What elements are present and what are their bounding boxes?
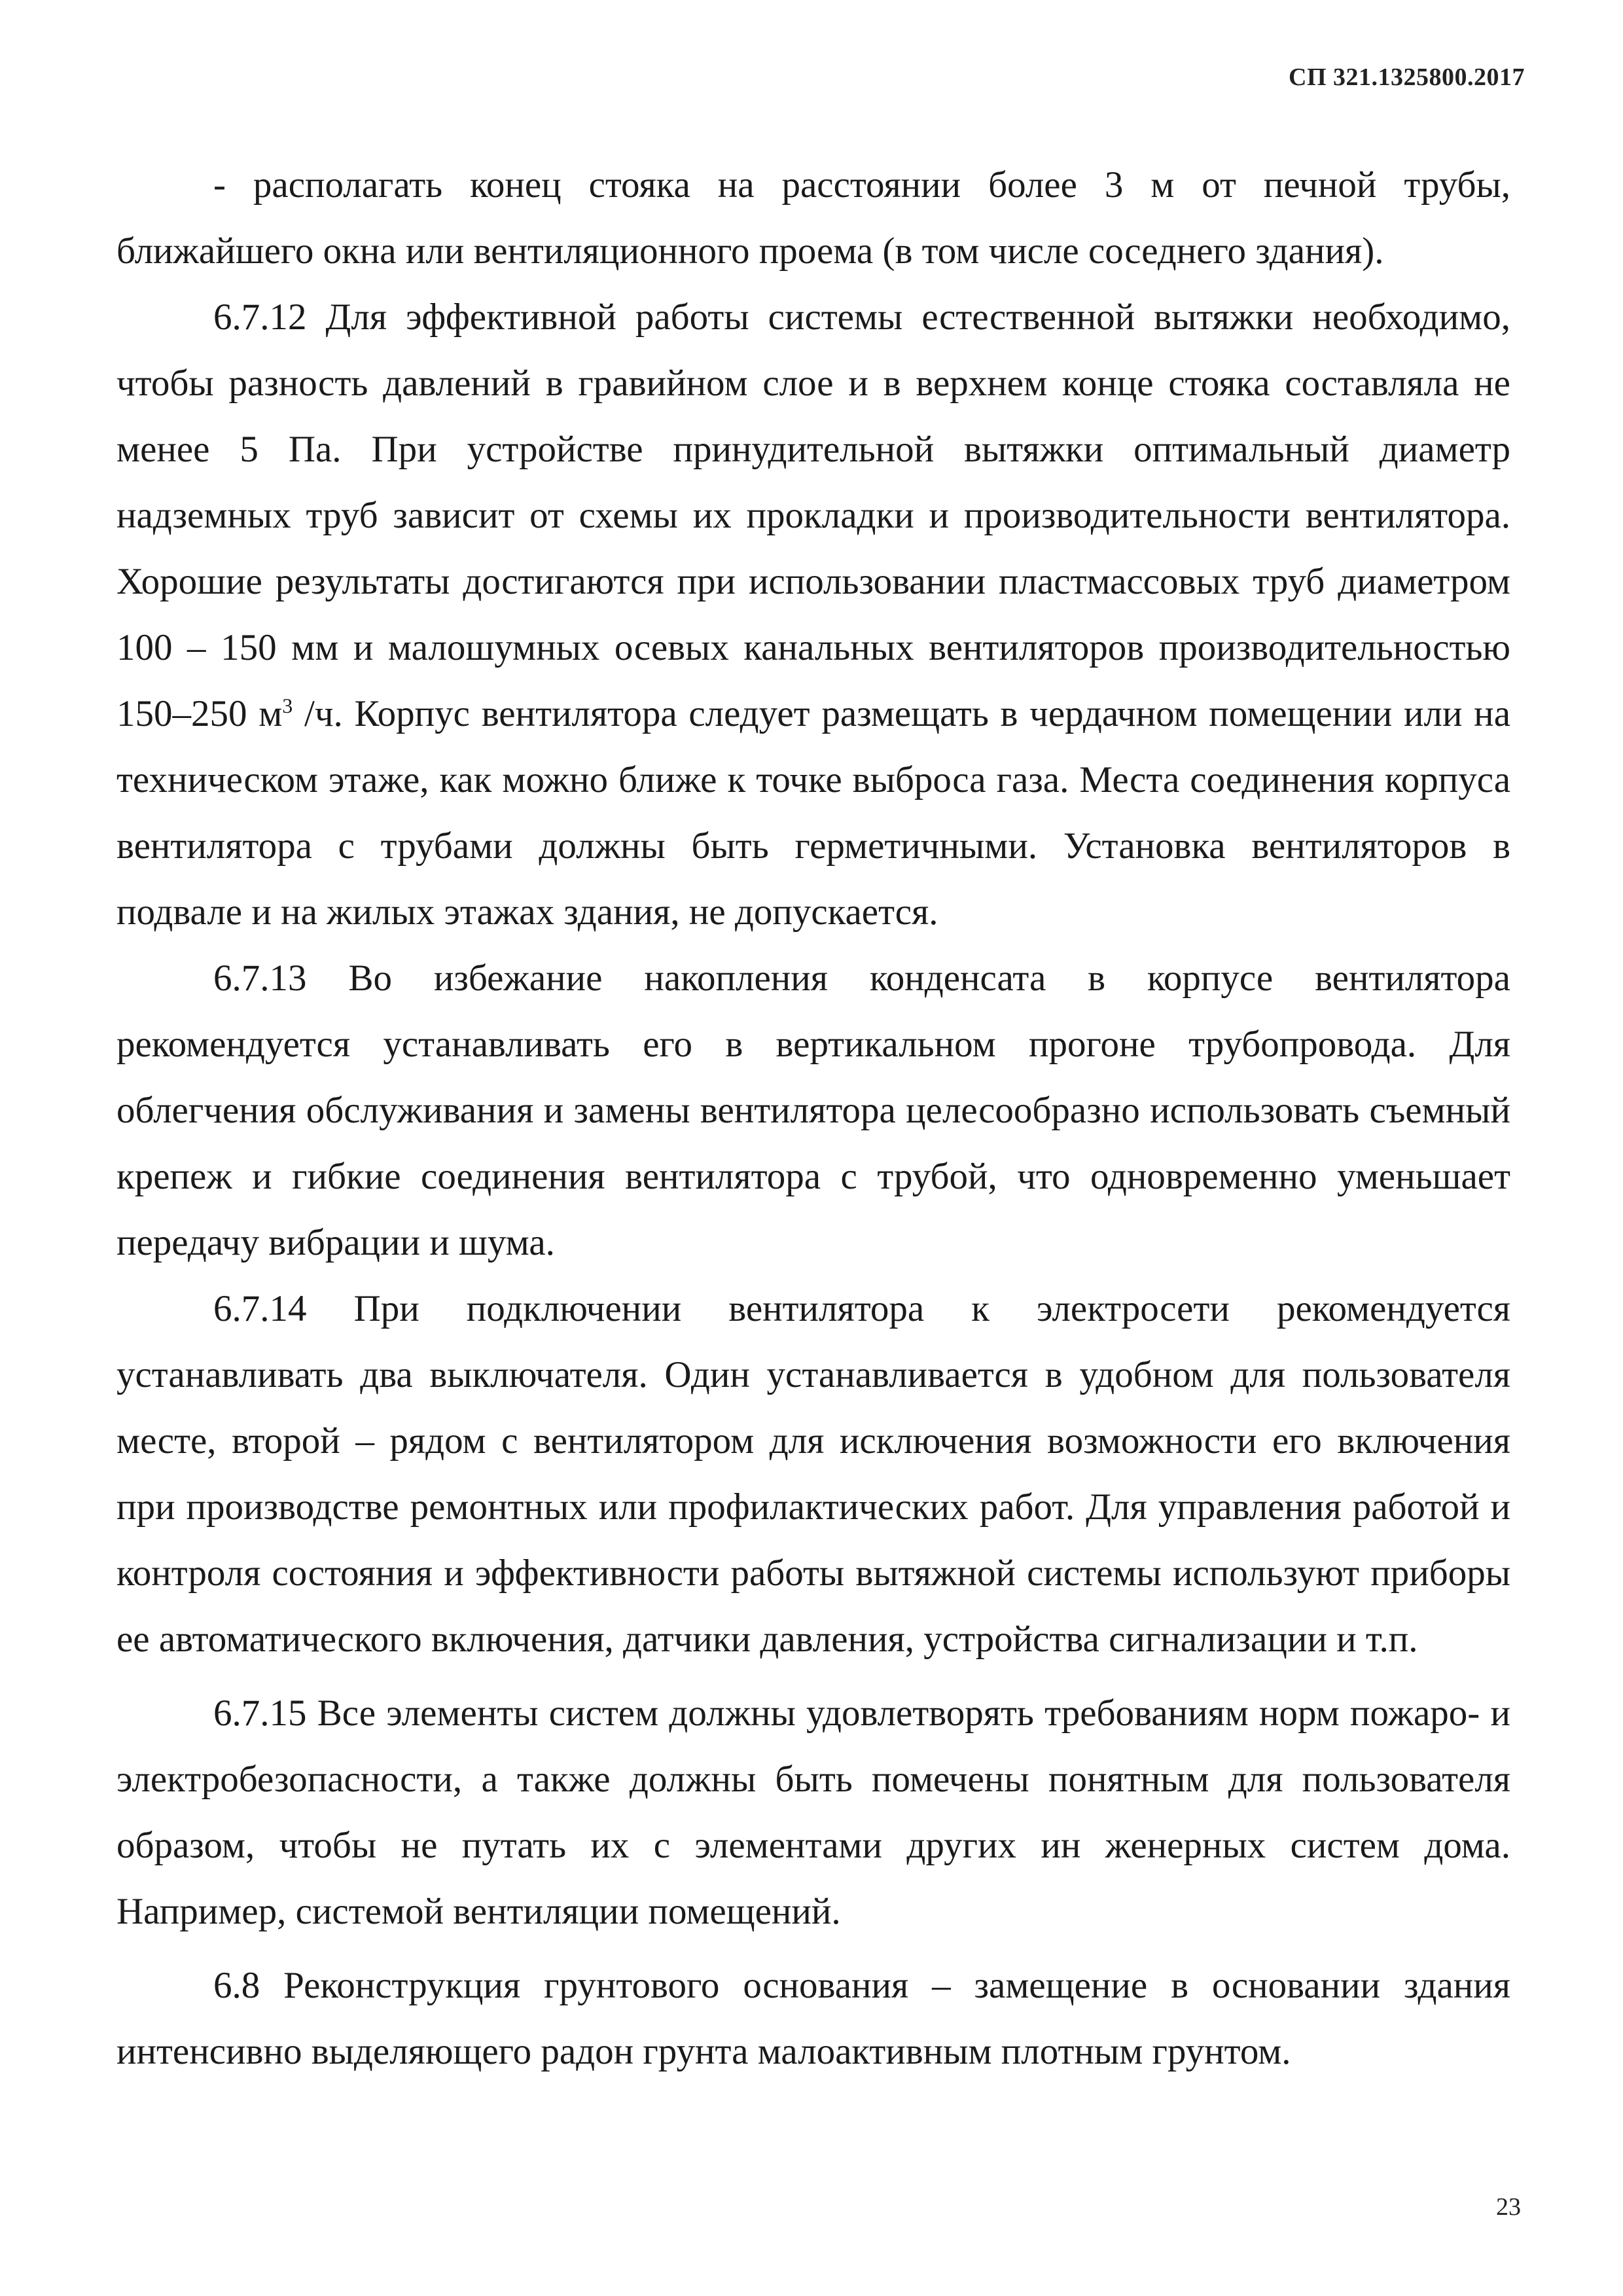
paragraph-6-7-12-tail: /ч. Корпус вентилятора следует размещать в чердачном помещении или на техническом этаже, как можно ближе к точке выброса газа. Места соединения корпуса вентилятора с трубами должны быть герметичными. Установка вентиляторов в подвале и на жилых этажах здания, не допускается.: [116, 693, 1510, 933]
page-number: 23: [1496, 2193, 1521, 2221]
paragraph-6-7-15: 6.7.15 Все элементы систем должны удовлетворять требованиям норм пожаро- и электробезопасности, а также должны быть помечены понятным для пользователя образом, чтобы не путать их с элементами других ин женерных систем дома. Например, системой вентиляции помещений.: [116, 1693, 1510, 1932]
body-text: [116, 152, 1510, 2085]
paragraph-6-7-13: 6.7.13 Во избежание накопления конденсата в корпусе вентилятора рекомендуется устанавливать его в вертикальном прогоне трубопровода. Для облегчения обслуживания и замены вентилятора целесообразно использовать съемный крепеж и гибкие соединения вентилятора с трубой, что одновременно уменьшает передачу вибрации и шума.: [116, 958, 1510, 1263]
paragraph-6-7-14: 6.7.14 При подключении вентилятора к электросети рекомендуется устанавливать два выключателя. Один устанавливается в удобном для пользователя месте, второй – рядом с вентилятором для исключения возможности его включения при производстве ремонтных или профилактических работ. Для управления работой и контроля состояния и эффективности работы вытяжной системы используют приборы ее автоматического включения, датчики давления, устройства сигнализации и т.п.: [116, 1288, 1510, 1660]
paragraph-6-8: 6.8 Реконструкция грунтового основания – замещение в основании здания интенсивно выделяющего радон грунта малоактивным плотным грунтом.: [116, 1965, 1510, 2072]
paragraph-dash-item: - располагать конец стояка на расстоянии более 3 м от печной трубы, ближайшего окна или вентиляционного проема (в том числе соседнего здания).: [116, 164, 1510, 272]
paragraph-6-7-12: [116, 284, 1510, 945]
document-code: СП 321.1325800.2017: [1289, 63, 1525, 91]
paragraph-6-7-12-text: 6.7.12 Для эффективной работы системы естественной вытяжки необходимо, чтобы разность давлений в гравийном слое и в верхнем конце стояка составляла не менее 5 Па. При устройстве принудительной вытяжки оптимальный диаметр надземных труб зависит от схемы их прокладки и производительности вентилятора. Хорошие результаты достигаются при использовании пластмассовых труб диаметром 100 – 150 мм и малошумных осевых канальных вентиляторов производительностью 150–250 м: [116, 296, 1510, 734]
cubic-superscript: 3: [282, 694, 293, 717]
